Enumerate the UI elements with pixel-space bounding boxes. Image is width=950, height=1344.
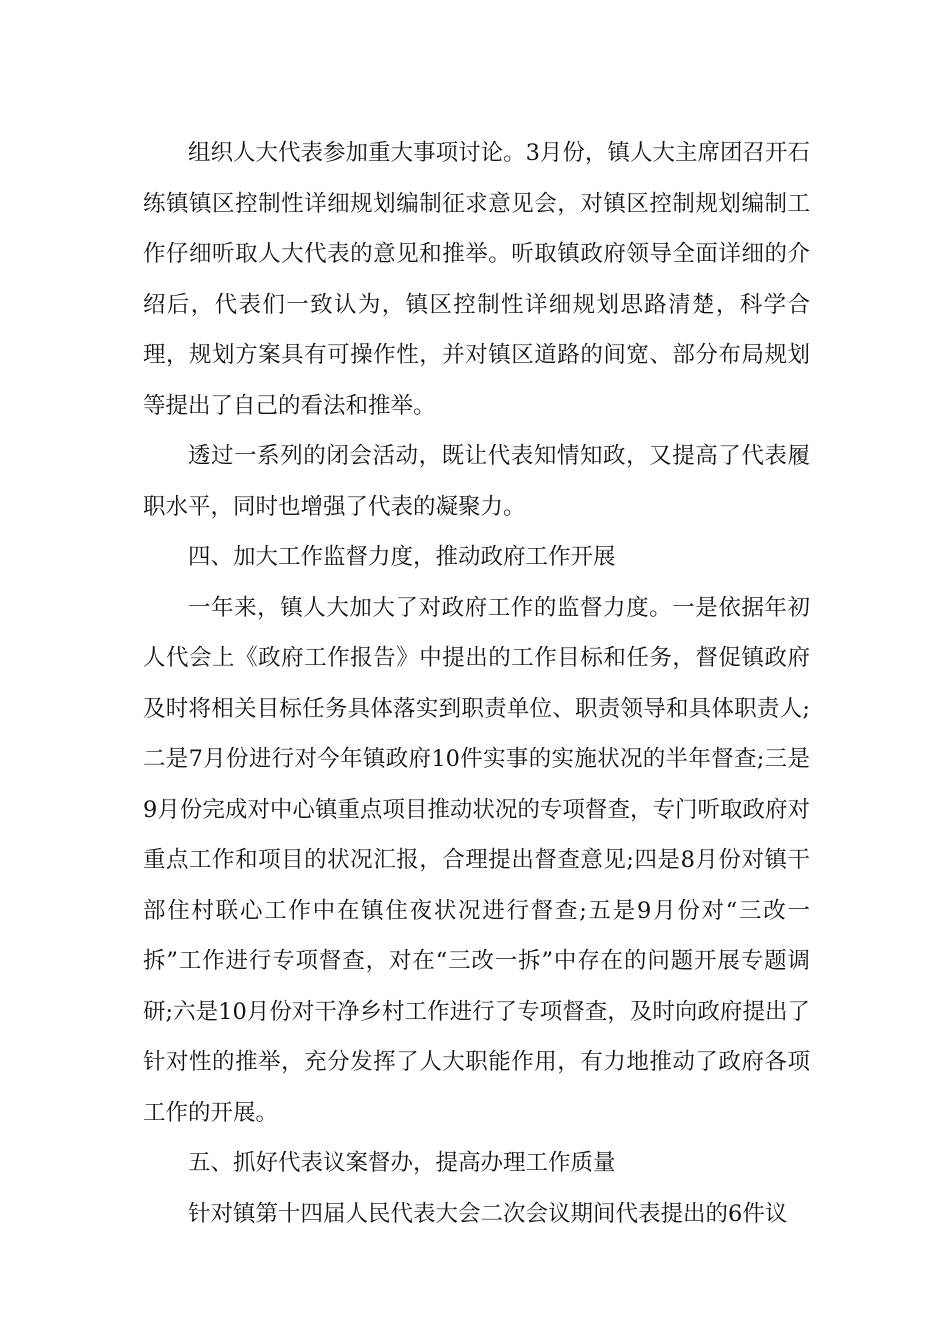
paragraph-proposals: 针对镇第十四届人民代表大会二次会议期间代表提出的6件议 [188, 1200, 788, 1227]
section-heading-four: 四、加大工作监督力度，推动政府工作开展 [188, 544, 616, 570]
document-body [143, 128, 810, 1239]
paragraph-closing-activities: 透过一系列的闭会活动，既让代表知情知政，又提高了代表履职水平，同时也增强了代表的凝聚力。 [143, 443, 810, 520]
section-heading-five: 五、抓好代表议案督办，提高办理工作质量 [188, 1150, 616, 1176]
paragraph-deputies-discussion: 组织人大代表参加重大事项讨论。3月份，镇人大主席团召开石练镇镇区控制性详细规划编制征求意见会，对镇区控制规划编制工作仔细听取人大代表的意见和推举。听取镇政府领导全面详细的介绍后，代表们一致认为，镇区控制性详细规划思路清楚，科学合理，规划方案具有可操作性，并对镇区道路的间宽、部分布局规划等提出了自己的看法和推举。 [143, 140, 810, 419]
paragraph-supervision: 一年来，镇人大加大了对政府工作的监督力度。一是依据年初人代会上《政府工作报告》中提出的工作目标和任务，督促镇政府及时将相关目标任务具体落实到职责单位、职责领导和具体职责人;二是7月份进行对今年镇政府10件实事的实施状况的半年督查;三是9月份完成对中心镇重点项目推动状况的专项督查，专门听取政府对重点工作和项目的状况汇报，合理提出督查意见;四是8月份对镇干部住村联心工作中在镇住夜状况进行督查;五是9月份对“三改一拆”工作进行专项督查，对在“三改一拆”中存在的问题开展专题调研;六是10月份对干净乡村工作进行了专项督查，及时向政府提出了针对性的推举，充分发挥了人大职能作用，有力地推动了政府各项工作的开展。 [143, 594, 810, 1126]
